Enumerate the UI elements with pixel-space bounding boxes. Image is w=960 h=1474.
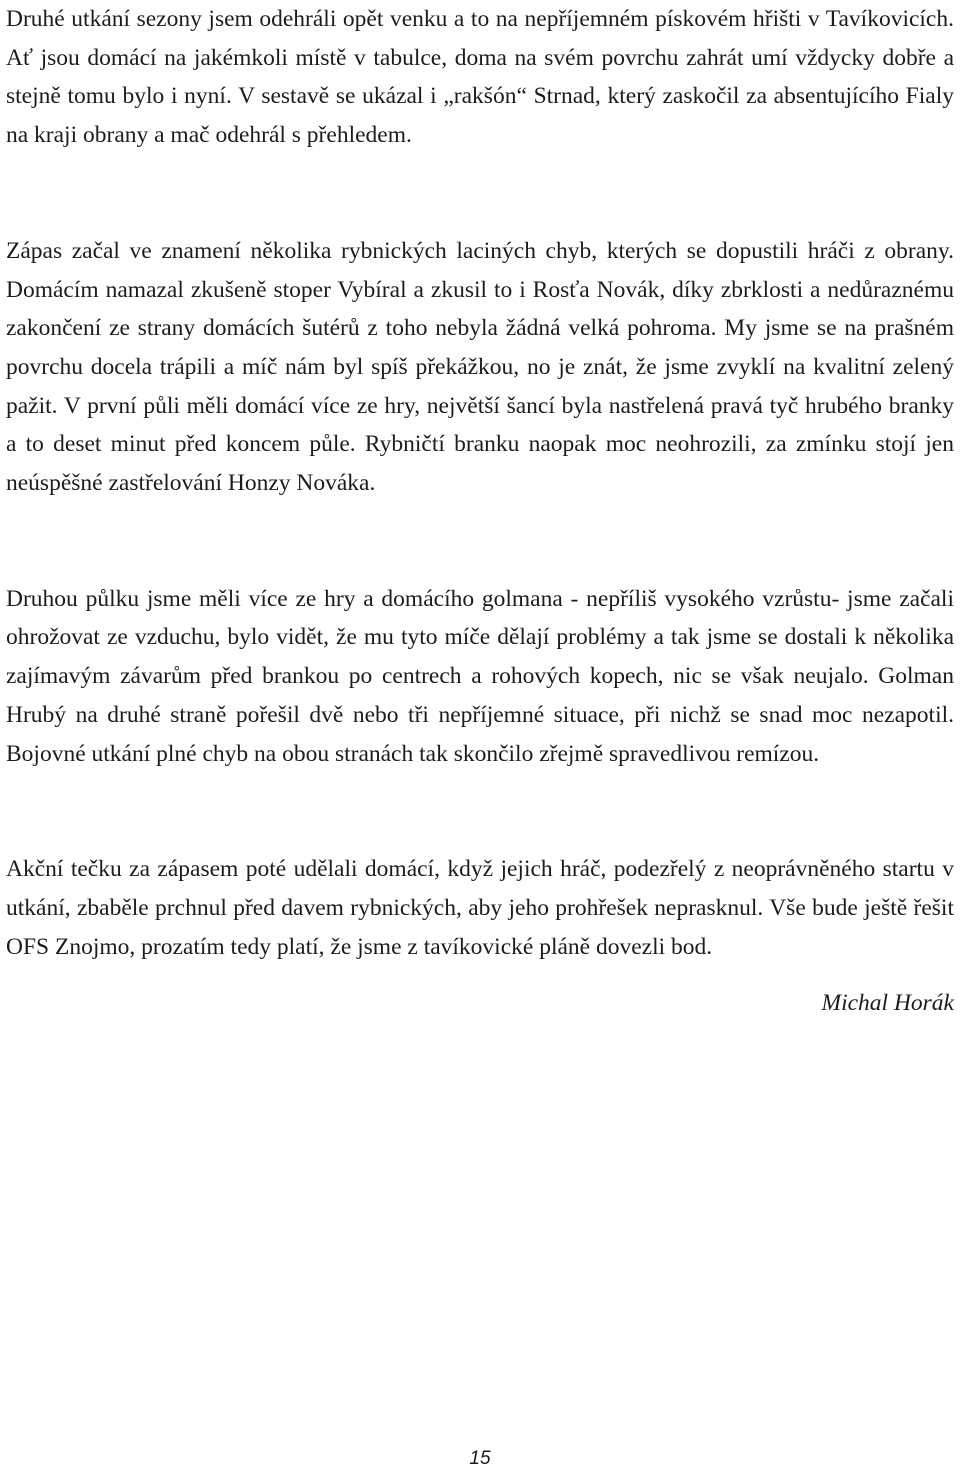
author-signature: Michal Horák [821, 990, 954, 1017]
page-number: 15 [469, 1448, 491, 1469]
paragraph-aftermath: Akční tečku za zápasem poté udělali domácí, když jejich hráč, podezřelý z neoprávněného startu v utkání, zbaběle prchnul před davem rybnických, aby jeho prohřešek neprasknul. Vše bude ještě řešit OFS Znojmo, prozatím tedy platí, že jsme z tavíkovické pláně dovezli bod. [6, 856, 954, 960]
paragraph-second-half: Druhou půlku jsme měli více ze hry a domácího golmana - nepříliš vysokého vzrůstu- jsme začali ohrožovat ze vzduchu, bylo vidět, že mu tyto míče dělají problémy a tak jsme se dostali k několika zajímavým závarům před brankou po centrech a rohových kopech, nic se však neujalo. Golman Hrubý na druhé straně pořešil dvě nebo tři nepříjemné situace, při nichž se snad moc nezapotil. Bojovné utkání plné chyb na obou stranách tak skončilo zřejmě spravedlivou remízou. [6, 585, 954, 767]
article-body [6, 0, 954, 1023]
paragraph-match-intro: Druhé utkání sezony jsem odehráli opět venku a to na nepříjemném pískovém hřišti v Tavíkovicích. Ať jsou domácí na jakémkoli místě v tabulce, doma na svém povrchu zahrát umí vždycky dobře a stejně tomu bylo i nyní. V sestavě se ukázal i „rakšón“ Strnad, který zaskočil za absentujícího Fialy na kraji obrany a mač odehrál s přehledem. [6, 6, 954, 149]
paragraph-first-half: Zápas začal ve znamení několika rybnických laciných chyb, kterých se dopustili hráči z obrany. Domácím namazal zkušeně stoper Vybíral a zkusil to i Rosťa Novák, díky zbrklosti a nedůraznému zakončení ze strany domácích šutérů z toho nebyla žádná velká pohroma. My jsme se na prašném povrchu docela trápili a míč nám byl spíš překážkou, no je znát, že jsme zvyklí na kvalitní zelený pažit. V první půli měli domácí více ze hry, největší šancí byla nastřelená pravá tyč hrubého branky a to deset minut před koncem půle. Rybničtí branku naopak moc neohrozili, za zmínku stojí jen neúspěšné zastřelování Honzy Nováka. [6, 237, 954, 497]
